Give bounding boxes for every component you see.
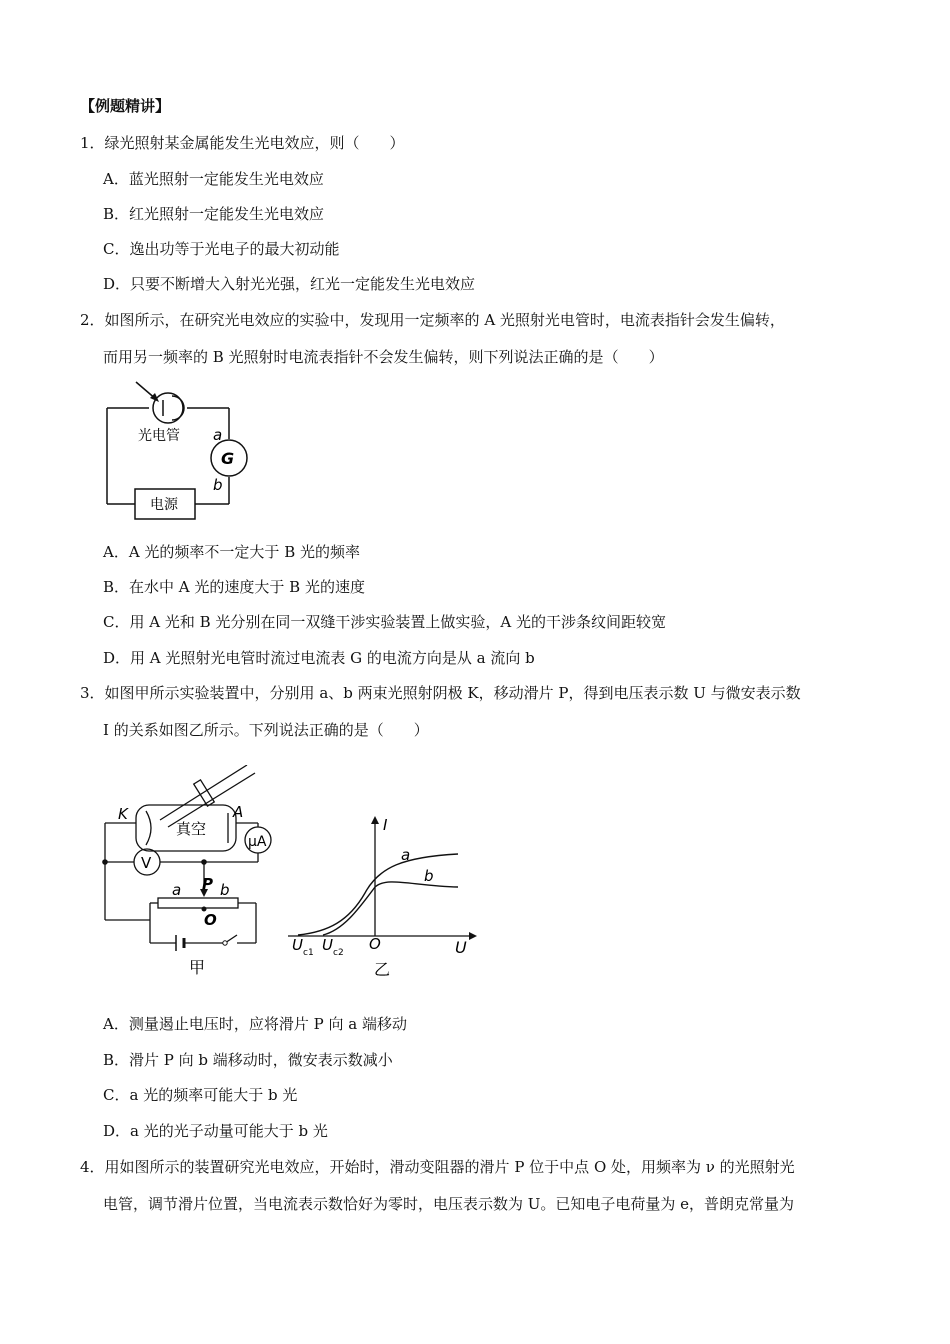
figure-jia-caption: 甲 [189, 958, 206, 977]
curve-b-label: b [424, 867, 434, 885]
q2-option-c: C．用 A 光和 B 光分别在同一双缝干涉实验装置上做实验，A 光的干涉条纹间距较宽 [103, 613, 667, 631]
uc1-subscript: c1 [303, 948, 314, 958]
cathode-k-label: K [118, 805, 128, 823]
q2-option-d: D．用 A 光照射光电管时流过电流表 G 的电流方向是从 a 流向 b [103, 649, 535, 667]
section-heading: 【例题精讲】 [80, 97, 171, 115]
rheostat-b-label: b [220, 881, 230, 899]
q4-stem-line1: 4．用如图所示的装置研究光电效应，开始时，滑动变阻器的滑片 P 位于中点 O 处，用频率为 ν 的光照射光 [80, 1158, 795, 1176]
q2-stem-line2: 而用另一频率的 B 光照射时电流表指针不会发生偏转，则下列说法正确的是（ ） [103, 348, 664, 366]
q2-option-b: B．在水中 A 光的速度大于 B 光的速度 [103, 578, 365, 596]
q3-stem-line2: I 的关系如图乙所示。下列说法正确的是（ ） [103, 721, 429, 739]
q3-iu-graph-yi [283, 813, 483, 980]
slider-p-label: P [202, 875, 213, 893]
x-axis-label: U [455, 938, 467, 957]
voltmeter-label: V [141, 854, 152, 872]
y-axis-label: I [383, 816, 388, 834]
anode-a-label: A [233, 803, 244, 821]
curve-a [298, 854, 458, 935]
q2-stem-line1: 2．如图所示，在研究光电效应的实验中，发现用一定频率的 A 光照射光电管时，电流表指针会发生偏转， [80, 311, 785, 329]
q3-stem-line1: 3．如图甲所示实验装置中，分别用 a、b 两束光照射阴极 K，移动滑片 P，得到电压表示数 U 与微安表示数 [80, 684, 801, 702]
q3-apparatus-diagram-jia [100, 765, 280, 980]
q1-option-a: A．蓝光照射一定能发生光电效应 [103, 170, 324, 188]
uc2-subscript: c2 [333, 948, 344, 958]
vacuum-label: 真空 [176, 820, 207, 838]
figure-yi-caption: 乙 [374, 960, 391, 979]
origin-label: O [369, 935, 381, 953]
curve-a-label: a [401, 846, 411, 864]
rheostat-a-label: a [172, 881, 182, 899]
terminal-a-label: a [213, 426, 223, 444]
q1-option-c: C．逸出功等于光电子的最大初动能 [103, 240, 340, 258]
photocell-label: 光电管 [138, 428, 180, 444]
microammeter-label: μA [248, 834, 267, 850]
power-source-label: 电源 [150, 497, 178, 513]
q1-option-d: D．只要不断增大入射光光强，红光一定能发生光电效应 [103, 275, 476, 293]
terminal-b-label: b [213, 476, 223, 494]
uc1-label: U [292, 936, 303, 954]
q1-option-b: B．红光照射一定能发生光电效应 [103, 205, 325, 223]
curve-b [323, 882, 458, 935]
midpoint-o-label: O [204, 911, 217, 929]
q2-circuit-diagram [100, 378, 260, 524]
q3-option-c: C．a 光的频率可能大于 b 光 [103, 1086, 298, 1104]
q3-option-a: A．测量遏止电压时，应将滑片 P 向 a 端移动 [103, 1015, 407, 1033]
q3-option-d: D．a 光的光子动量可能大于 b 光 [103, 1122, 328, 1140]
q4-stem-line2: 电管，调节滑片位置，当电流表示数恰好为零时，电压表示数为 U。已知电子电荷量为 e，普朗克常量为 [103, 1195, 795, 1213]
q3-option-b: B．滑片 P 向 b 端移动时，微安表示数减小 [103, 1051, 393, 1069]
q2-option-a: A．A 光的频率不一定大于 B 光的频率 [103, 543, 360, 561]
q1-stem: 1．绿光照射某金属能发生光电效应，则（ ） [80, 134, 405, 152]
uc2-label: U [322, 936, 333, 954]
galvanometer-label: G [221, 449, 235, 468]
